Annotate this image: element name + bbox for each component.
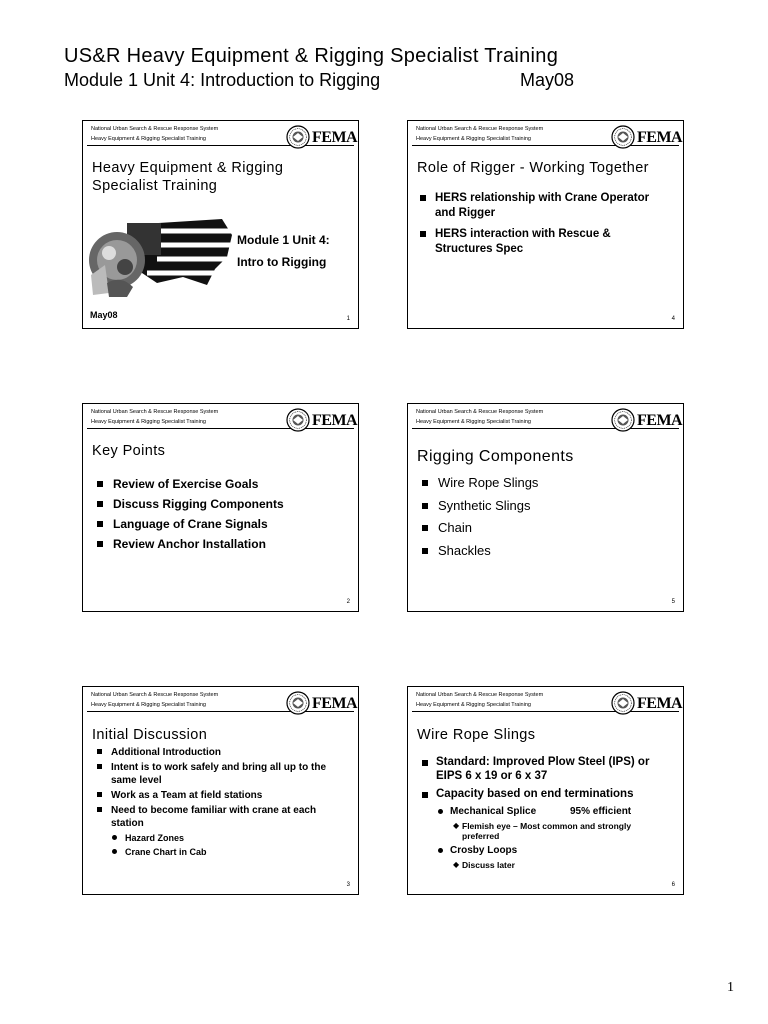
page-number: 1 [727, 980, 734, 995]
fema-logo [286, 125, 358, 151]
slide-number: 3 [346, 882, 350, 888]
bullet-list [97, 474, 352, 554]
square-bullet-icon [420, 231, 426, 237]
dhs-seal-icon [286, 691, 310, 715]
slide-1 [82, 120, 359, 329]
slide-number: 2 [346, 599, 350, 605]
square-bullet-icon [97, 541, 103, 547]
list-item-text: Crane Chart in Cab [125, 847, 207, 857]
list-item-text: Crosby Loops [450, 844, 518, 856]
square-bullet-icon [422, 480, 428, 486]
list-item-text: Chain [438, 520, 472, 535]
fema-wordmark: FEMA [637, 129, 683, 146]
list-item-text: HERS interaction with Rescue & [435, 228, 611, 240]
list-item [97, 761, 355, 787]
list-item [97, 804, 355, 830]
list-item-text: Hazard Zones [125, 833, 185, 843]
list-item [422, 472, 677, 495]
sub-sub-list-item [422, 821, 680, 841]
list-item-text: station [111, 818, 144, 829]
round-bullet-icon [438, 809, 443, 814]
org-line-2: Heavy Equipment & Rigging Specialist Training [416, 702, 531, 708]
slide-title: Initial Discussion [92, 727, 208, 743]
list-item-text: preferred [462, 830, 500, 841]
square-bullet-icon [97, 481, 103, 487]
list-item-text: Language of Crane Signals [113, 517, 268, 531]
fema-logo [286, 408, 358, 434]
square-bullet-icon [97, 749, 102, 754]
square-bullet-icon [97, 521, 103, 527]
square-bullet-icon [422, 760, 428, 766]
slide-6 [407, 686, 684, 895]
square-bullet-icon [97, 792, 102, 797]
list-item [422, 788, 680, 802]
slide-5 [407, 403, 684, 612]
sub-sub-list-item [422, 860, 680, 870]
round-bullet-icon [112, 835, 117, 840]
org-line-1: National Urban Search & Rescue Response System [91, 692, 219, 698]
diamond-bullet-icon: ◆ [453, 859, 460, 869]
round-bullet-icon [438, 848, 443, 853]
round-bullet-icon [112, 849, 117, 854]
slide-title-line-2: Specialist Training [92, 178, 218, 194]
slide-number: 5 [671, 599, 675, 605]
module-title [64, 68, 684, 92]
list-item-text: Review Anchor Installation [113, 537, 266, 551]
list-item-text: same level [111, 775, 162, 786]
sub-list-item [97, 846, 355, 859]
slide-title: Role of Rigger - Working Together [417, 160, 649, 176]
square-bullet-icon [97, 501, 103, 507]
list-item [97, 534, 352, 554]
slide-title: Key Points [92, 443, 166, 459]
fema-logo [611, 125, 683, 151]
list-item [97, 494, 352, 514]
dhs-seal-icon [611, 125, 635, 149]
list-item [422, 756, 680, 783]
list-item [97, 746, 355, 759]
diamond-bullet-icon: ◆ [453, 820, 460, 830]
org-line-1: National Urban Search & Rescue Response System [91, 409, 219, 415]
sub-list-item [422, 806, 680, 818]
list-item-text: Shackles [438, 542, 491, 558]
org-line-2: Heavy Equipment & Rigging Specialist Training [91, 702, 206, 708]
square-bullet-icon [420, 195, 426, 201]
module-name: Module 1 Unit 4: Introduction to Rigging [64, 70, 381, 90]
slide-title: Rigging Components [417, 448, 574, 465]
list-item-text: Discuss later [462, 859, 515, 870]
square-bullet-icon [422, 525, 428, 531]
slide-number: 1 [346, 316, 350, 322]
dhs-seal-icon [611, 691, 635, 715]
list-item [97, 789, 355, 802]
list-item-text: Mechanical Splice [450, 805, 537, 817]
fema-wordmark: FEMA [637, 412, 683, 429]
sub-list-item [97, 832, 355, 845]
slide-4 [407, 120, 684, 329]
bullet-list [97, 746, 355, 859]
efficiency-value: 95% efficient [570, 805, 632, 817]
list-item-text: Review of Exercise Goals [113, 477, 259, 491]
square-bullet-icon [422, 503, 428, 509]
dhs-seal-icon [286, 125, 310, 149]
sub-list-item [422, 845, 680, 857]
square-bullet-icon [97, 807, 102, 812]
module-label-line-2: Intro to Rigging [237, 255, 327, 269]
slide-date: May08 [90, 310, 118, 320]
list-item-text: Wire Rope Slings [438, 475, 539, 490]
list-item [420, 191, 680, 221]
fema-logo [611, 691, 683, 717]
list-item-text: Discuss Rigging Components [113, 497, 284, 511]
list-item-text: HERS relationship with Crane Operator [435, 192, 650, 204]
slide-number: 6 [671, 882, 675, 888]
list-item [422, 517, 677, 540]
square-bullet-icon [422, 548, 428, 554]
slide-title [92, 159, 283, 195]
org-line-2: Heavy Equipment & Rigging Specialist Training [416, 419, 531, 425]
bullet-list [422, 756, 680, 870]
usa-flag-map-image [87, 205, 237, 300]
fema-wordmark: FEMA [312, 412, 358, 429]
square-bullet-icon [97, 764, 102, 769]
list-item [422, 540, 677, 563]
list-item-text: Need to become familiar with crane at each [111, 805, 317, 816]
list-item [422, 495, 677, 518]
list-item-text: Intent is to work safely and bring all up to the [111, 762, 327, 773]
org-line-1: National Urban Search & Rescue Response System [416, 409, 544, 415]
module-label-line-1: Module 1 Unit 4: [237, 233, 330, 247]
fema-logo [286, 691, 358, 717]
slide-title: Wire Rope Slings [417, 727, 536, 743]
module-label [237, 229, 330, 273]
list-item-text: Work as a Team at field stations [111, 790, 263, 801]
list-item-text: EIPS 6 x 19 or 6 x 37 [436, 769, 548, 782]
list-item [97, 514, 352, 534]
org-line-1: National Urban Search & Rescue Response System [416, 692, 544, 698]
page-header [64, 44, 714, 92]
list-item-text: Flemish eye – Most common and strongly [462, 820, 632, 831]
dhs-seal-icon [286, 408, 310, 432]
fema-wordmark: FEMA [637, 695, 683, 712]
org-line-1: National Urban Search & Rescue Response System [416, 126, 544, 132]
header-date: May08 [520, 70, 575, 90]
slide-number: 4 [671, 316, 675, 322]
org-line-1: National Urban Search & Rescue Response System [91, 126, 219, 132]
list-item-text: Additional Introduction [111, 747, 221, 758]
org-line-2: Heavy Equipment & Rigging Specialist Training [416, 136, 531, 142]
list-item-text: Structures Spec [435, 243, 524, 255]
list-item-text: Capacity based on end terminations [436, 788, 634, 800]
list-item [97, 474, 352, 494]
course-title: US&R Heavy Equipment & Rigging Specialist Training [64, 45, 559, 67]
slide-2 [82, 403, 359, 612]
list-item [420, 227, 680, 257]
fema-wordmark: FEMA [312, 695, 358, 712]
slide-3 [82, 686, 359, 895]
fema-wordmark: FEMA [312, 129, 358, 146]
bullet-list [422, 472, 677, 562]
slide-title-line-1: Heavy Equipment & Rigging [92, 160, 284, 176]
list-item-text: Synthetic Slings [438, 497, 531, 513]
dhs-seal-icon [611, 408, 635, 432]
list-item-text: and Rigger [435, 207, 496, 219]
bullet-list [420, 191, 680, 257]
fema-logo [611, 408, 683, 434]
org-line-2: Heavy Equipment & Rigging Specialist Training [91, 136, 206, 142]
square-bullet-icon [422, 792, 428, 798]
org-line-2: Heavy Equipment & Rigging Specialist Training [91, 419, 206, 425]
list-item-text: Standard: Improved Plow Steel (IPS) or [436, 756, 650, 768]
